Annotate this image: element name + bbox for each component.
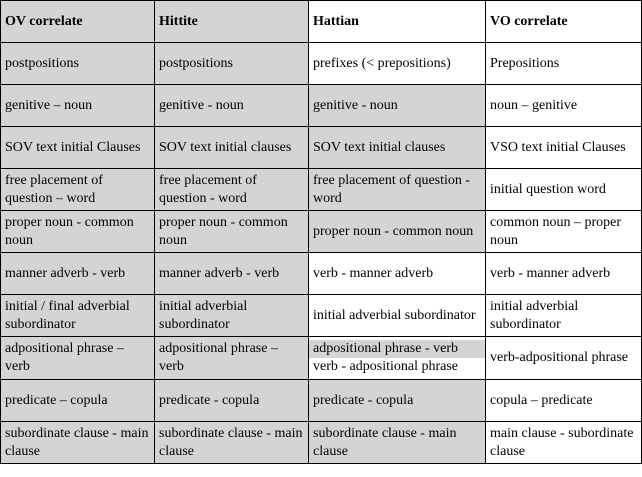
cell-hattian: verb - manner adverb bbox=[309, 253, 486, 295]
cell-vo: main clause - subordinate clause bbox=[486, 422, 642, 464]
cell-hattian: prefixes (< prepositions) bbox=[309, 43, 486, 85]
header-hittite: Hittite bbox=[155, 1, 309, 43]
table-row bbox=[1, 127, 642, 169]
cell-hittite: manner adverb - verb bbox=[155, 253, 309, 295]
cell-hittite: genitive - noun bbox=[155, 85, 309, 127]
cell-vo: copula – predicate bbox=[486, 380, 642, 422]
table-row bbox=[1, 295, 642, 337]
cell-ov: manner adverb - verb bbox=[1, 253, 155, 295]
cell-hattian-split bbox=[309, 337, 486, 380]
cell-vo: Prepositions bbox=[486, 43, 642, 85]
cell-vo: initial question word bbox=[486, 169, 642, 211]
cell-hattian: initial adverbial subordinator bbox=[309, 295, 486, 337]
cell-vo: common noun – proper noun bbox=[486, 211, 642, 253]
cell-hattian: SOV text initial clauses bbox=[309, 127, 486, 169]
cell-hittite: subordinate clause - main clause bbox=[155, 422, 309, 464]
cell-hittite: proper noun - common noun bbox=[155, 211, 309, 253]
table-row bbox=[1, 380, 642, 422]
table-row bbox=[1, 211, 642, 253]
cell-ov: free placement of question – word bbox=[1, 169, 155, 211]
header-vo-correlate: VO correlate bbox=[486, 1, 642, 43]
header-ov-correlate: OV correlate bbox=[1, 1, 155, 43]
cell-hattian: free placement of question - word bbox=[309, 169, 486, 211]
cell-ov: genitive – noun bbox=[1, 85, 155, 127]
cell-ov: proper noun - common noun bbox=[1, 211, 155, 253]
hattian-variant-bottom: verb - adpositional phrase bbox=[309, 358, 485, 376]
cell-ov: adpositional phrase – verb bbox=[1, 337, 155, 380]
cell-vo: verb-adpositional phrase bbox=[486, 337, 642, 380]
cell-vo: VSO text initial Clauses bbox=[486, 127, 642, 169]
cell-vo: verb - manner adverb bbox=[486, 253, 642, 295]
hattian-variant-top: adpositional phrase - verb bbox=[309, 340, 485, 358]
cell-hittite: predicate - copula bbox=[155, 380, 309, 422]
cell-ov: postpositions bbox=[1, 43, 155, 85]
cell-hittite: postpositions bbox=[155, 43, 309, 85]
cell-hattian: subordinate clause - main clause bbox=[309, 422, 486, 464]
cell-ov: initial / final adverbial subordinator bbox=[1, 295, 155, 337]
cell-hattian: proper noun - common noun bbox=[309, 211, 486, 253]
cell-hattian: genitive - noun bbox=[309, 85, 486, 127]
cell-vo: noun – genitive bbox=[486, 85, 642, 127]
cell-hittite: initial adverbial subordinator bbox=[155, 295, 309, 337]
table-row bbox=[1, 337, 642, 380]
cell-hittite: adpositional phrase – verb bbox=[155, 337, 309, 380]
cell-hattian: predicate - copula bbox=[309, 380, 486, 422]
table-row bbox=[1, 253, 642, 295]
cell-ov: subordinate clause - main clause bbox=[1, 422, 155, 464]
cell-ov: predicate – copula bbox=[1, 380, 155, 422]
table-row bbox=[1, 422, 642, 464]
cell-hittite: SOV text initial clauses bbox=[155, 127, 309, 169]
header-hattian: Hattian bbox=[309, 1, 486, 43]
header-row bbox=[1, 1, 642, 43]
table-row bbox=[1, 85, 642, 127]
table-row bbox=[1, 43, 642, 85]
cell-hittite: free placement of question - word bbox=[155, 169, 309, 211]
table-row bbox=[1, 169, 642, 211]
cell-ov: SOV text initial Clauses bbox=[1, 127, 155, 169]
cell-vo: initial adverbial subordinator bbox=[486, 295, 642, 337]
